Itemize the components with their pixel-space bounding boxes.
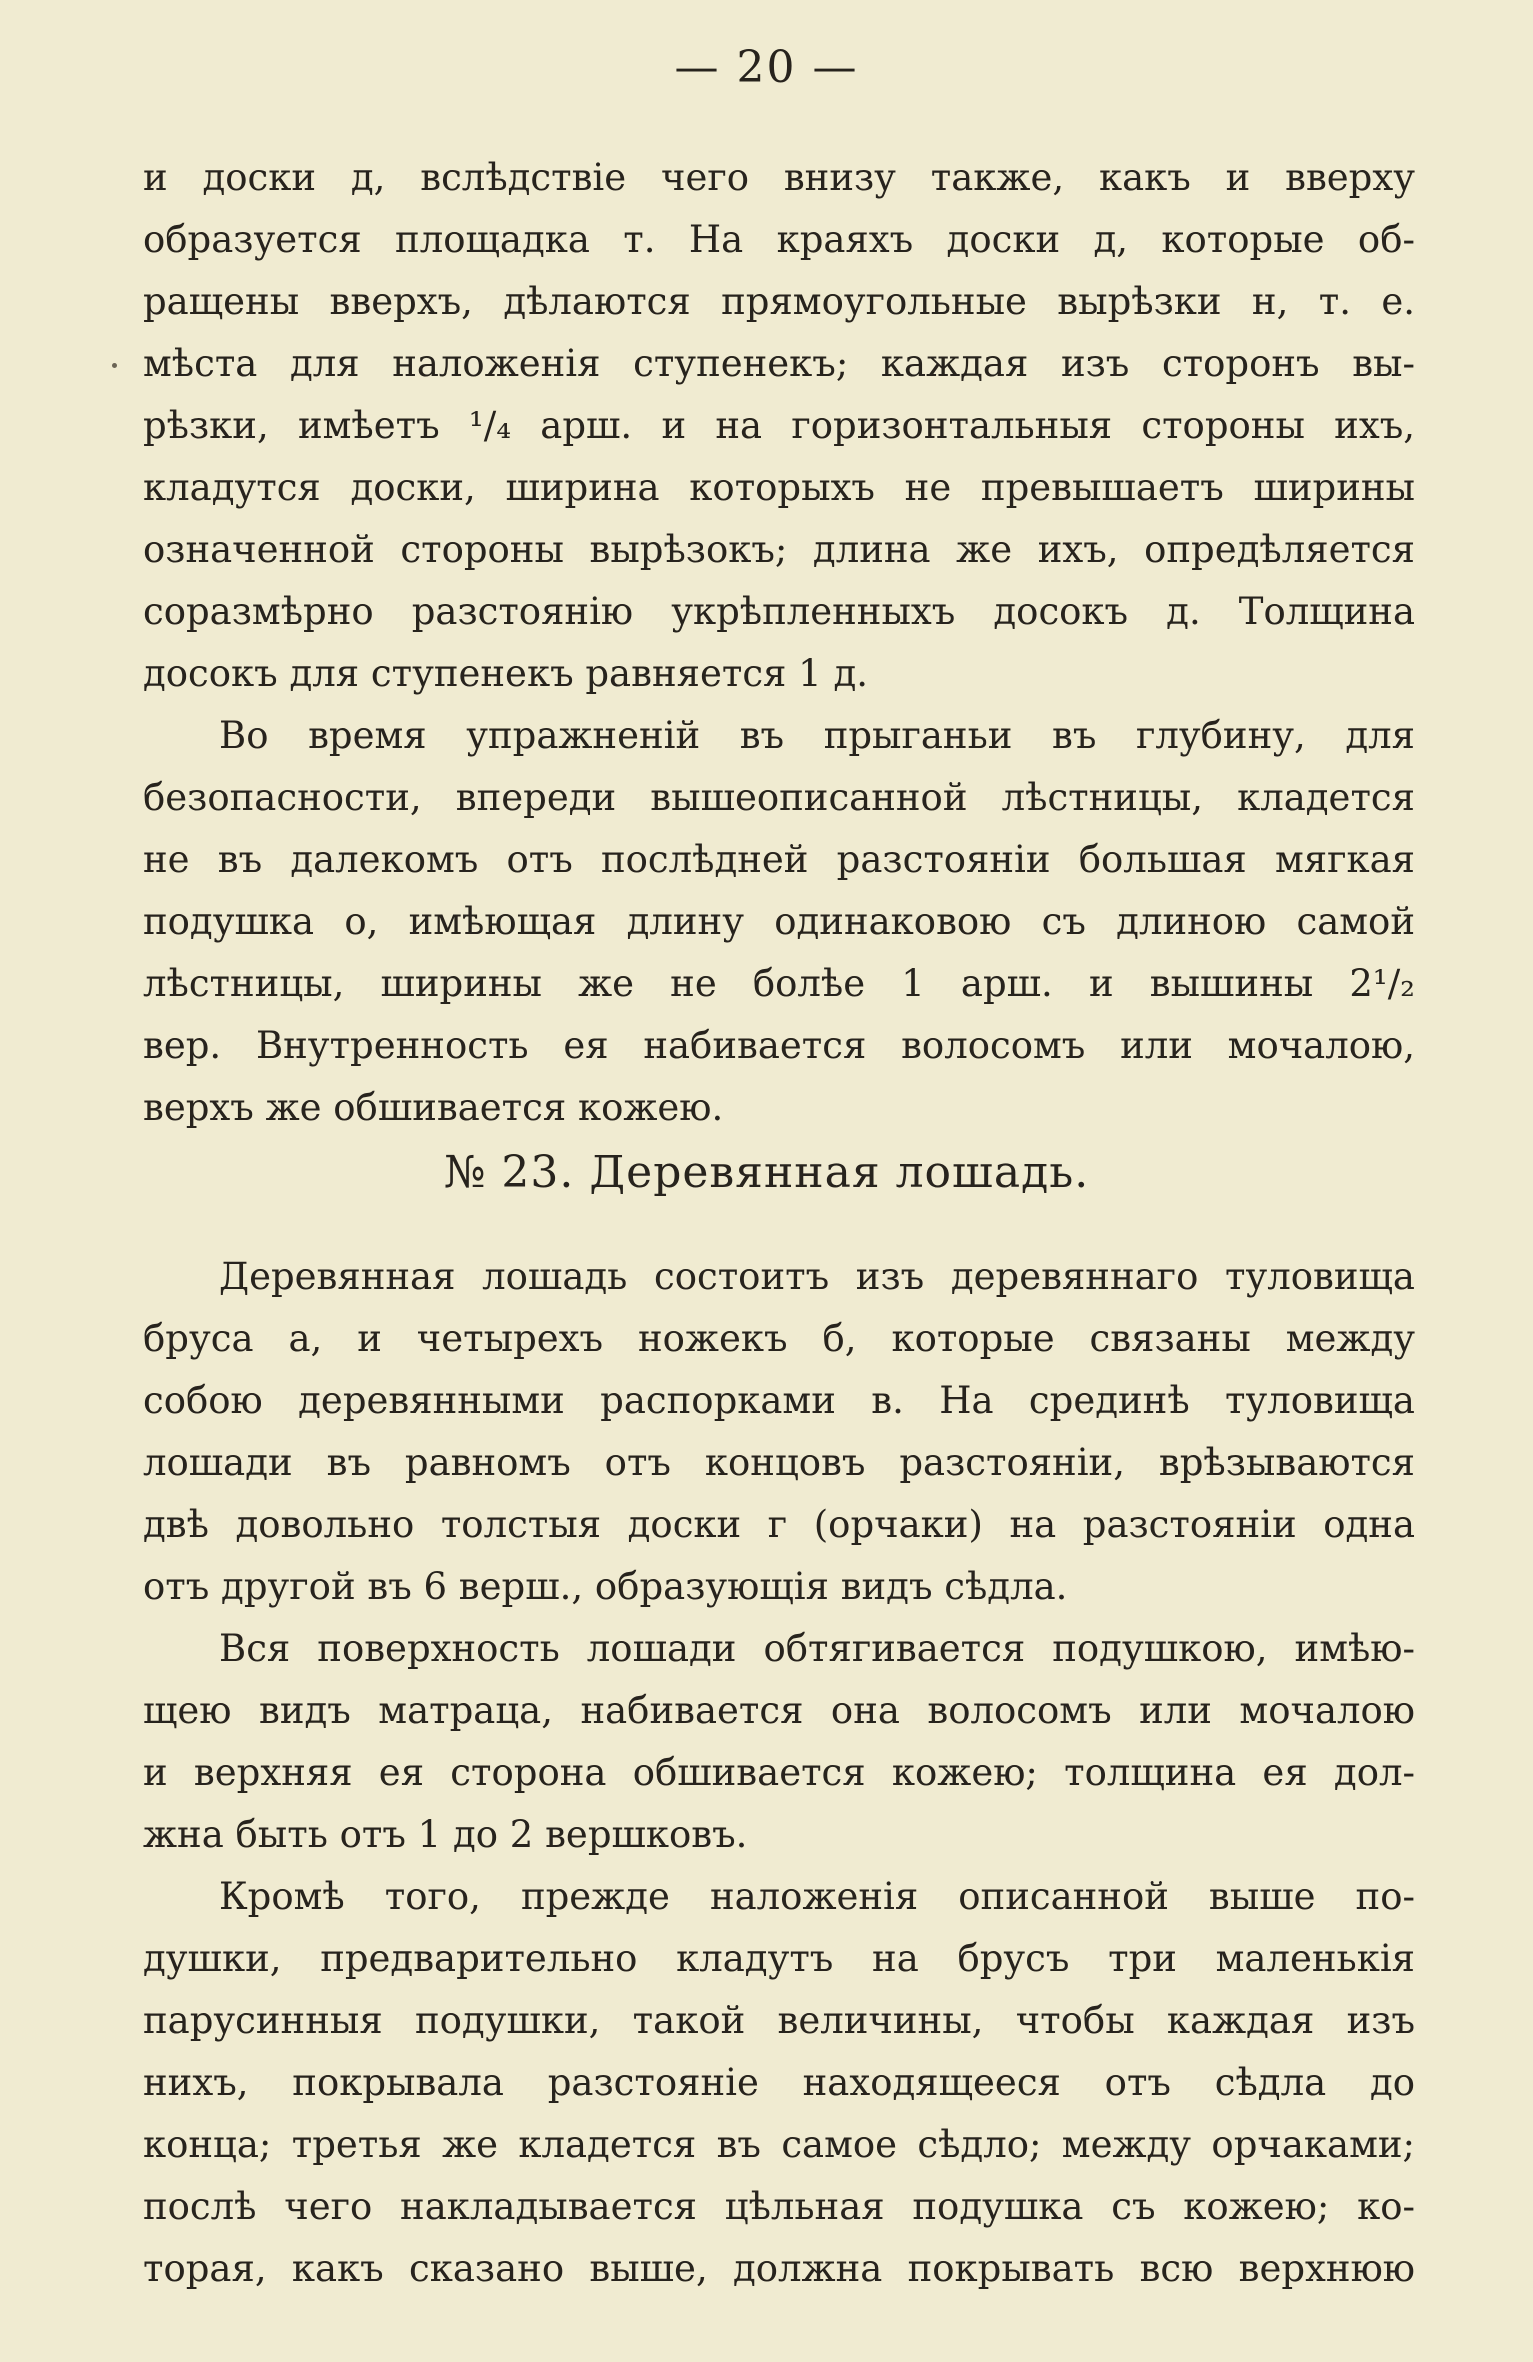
text-line: послѣ чего накладывается цѣльная подушка съ кожею; ко-	[143, 2185, 1415, 2228]
text-line: торая, какъ сказано выше, должна покрывать всю верхнюю	[143, 2247, 1415, 2290]
text-line: безопасности, впереди вышеописанной лѣстницы, кладется	[143, 776, 1415, 819]
paragraph-start-line: Кромѣ того, прежде наложенія описанной выше по-	[219, 1875, 1415, 1918]
text-line: ращены вверхъ, дѣлаются прямоугольные вырѣзки н, т. е.	[143, 280, 1415, 323]
text-line: мѣста для наложенія ступенекъ; каждая изъ сторонъ вы-	[143, 342, 1415, 385]
text-line: означенной стороны вырѣзокъ; длина же ихъ, опредѣляется	[143, 528, 1415, 571]
paragraph-start-line: Во время упражненій въ прыганьи въ глубину, для	[219, 714, 1415, 757]
text-line: соразмѣрно разстоянію укрѣпленныхъ досокъ д. Толщина	[143, 590, 1415, 633]
text-line: образуется площадка т. На краяхъ доски д, которые об-	[143, 218, 1415, 261]
text-line: нихъ, покрывала разстояніе находящееся отъ сѣдла до	[143, 2061, 1415, 2104]
text-line: и доски д, вслѣдствіе чего внизу также, какъ и вверху	[143, 156, 1415, 199]
text-line: щею видъ матраца, набивается она волосомъ или мочалою	[143, 1689, 1415, 1732]
text-line: подушка о, имѣющая длину одинаковою съ длиною самой	[143, 900, 1415, 943]
text-line: и верхняя ея сторона обшивается кожею; толщина ея дол-	[143, 1751, 1415, 1794]
text-line: лѣстницы, ширины же не болѣе 1 арш. и вышины 2¹/₂	[143, 962, 1415, 1005]
text-section-wooden-horse	[143, 1246, 1415, 2300]
text-line: отъ другой въ 6 верш., образующія видъ сѣдла.	[143, 1565, 1068, 1608]
text-line: двѣ довольно толстыя доски г (орчаки) на разстояніи одна	[143, 1503, 1415, 1546]
page-number: — 20 —	[674, 42, 859, 93]
section-heading: № 23. Деревянная лошадь.	[443, 1147, 1090, 1198]
text-section-staircase	[143, 147, 1415, 1139]
text-line: конца; третья же кладется въ самое сѣдло; между орчаками;	[143, 2123, 1415, 2166]
text-line: лошади въ равномъ отъ концовъ разстояніи, врѣзываются	[143, 1441, 1415, 1484]
text-line: рѣзки, имѣетъ ¹/₄ арш. и на горизонтальныя стороны ихъ,	[143, 404, 1415, 447]
paragraph-start-line: Деревянная лошадь состоитъ изъ деревяннаго туловища	[219, 1255, 1415, 1298]
text-line: верхъ же обшивается кожею.	[143, 1086, 724, 1129]
text-line: парусинныя подушки, такой величины, чтобы каждая изъ	[143, 1999, 1415, 2042]
text-line: собою деревянными распорками в. На срединѣ туловища	[143, 1379, 1415, 1422]
text-line: душки, предварительно кладутъ на брусъ три маленькія	[143, 1937, 1415, 1980]
text-line: бруса а, и четырехъ ножекъ б, которые связаны между	[143, 1317, 1415, 1360]
text-line: кладутся доски, ширина которыхъ не превышаетъ ширины	[143, 466, 1415, 509]
text-line: вер. Внутренность ея набивается волосомъ или мочалою,	[143, 1024, 1415, 1067]
text-line: жна быть отъ 1 до 2 вершковъ.	[143, 1813, 748, 1856]
text-line: не въ далекомъ отъ послѣдней разстояніи большая мягкая	[143, 838, 1415, 881]
paragraph-start-line: Вся поверхность лошади обтягивается подушкою, имѣю-	[219, 1627, 1415, 1670]
margin-mark	[112, 363, 117, 368]
text-line: досокъ для ступенекъ равняется 1 д.	[143, 652, 868, 695]
